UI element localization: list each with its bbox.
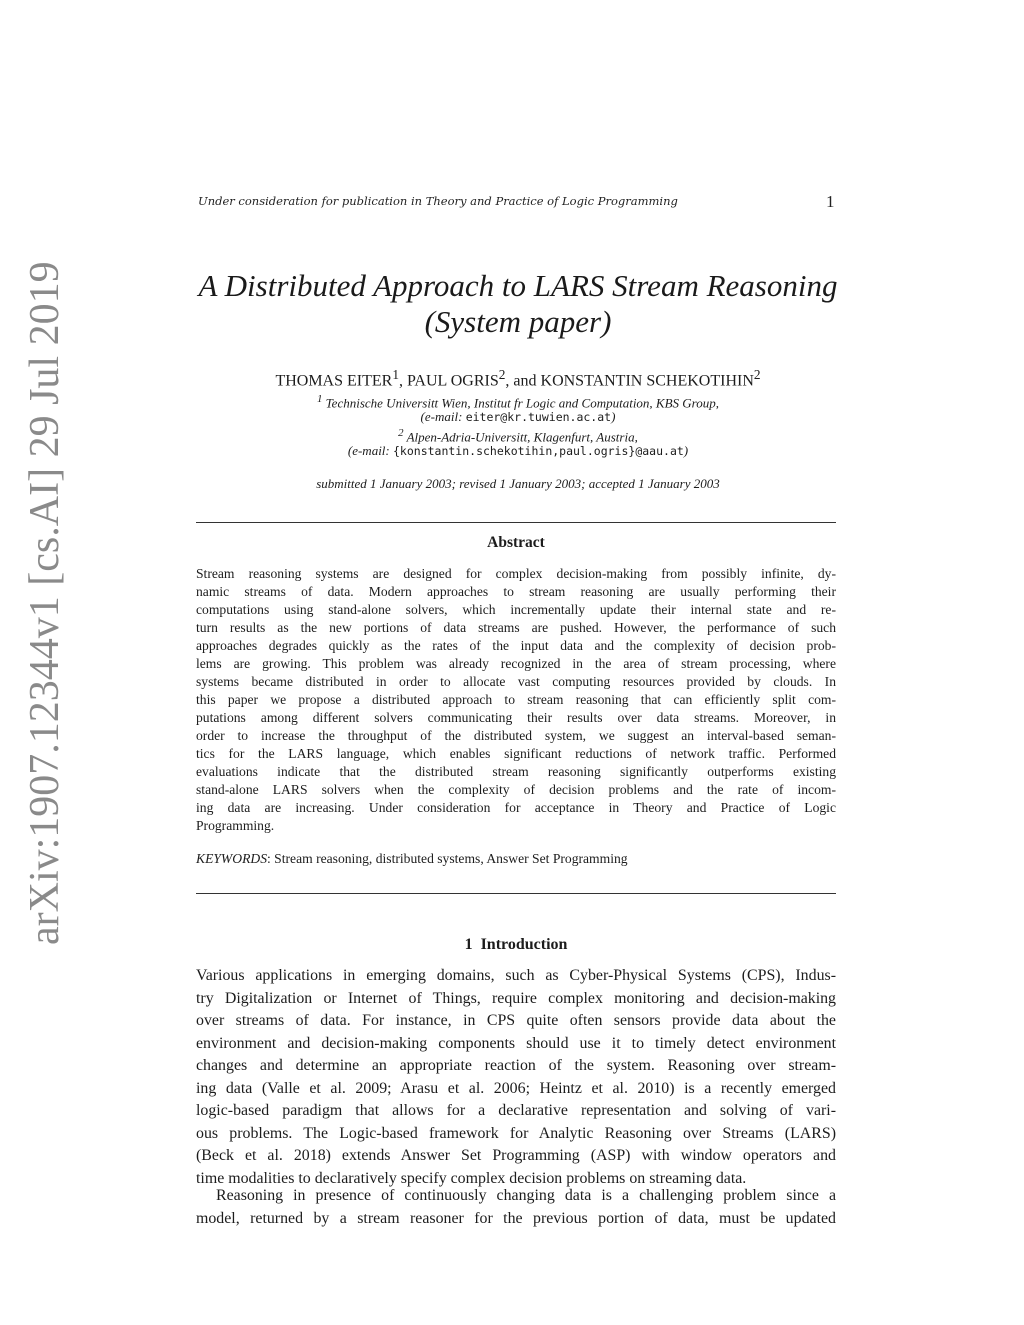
body-line: (Beck et al. 2018) extends Answer Set Programming (ASP) with window operators and (196, 1147, 836, 1164)
email-label: e-mail: (352, 443, 390, 458)
author-separator: , and (505, 372, 541, 390)
affiliation-mark: 1 (316, 393, 323, 405)
section-heading (196, 936, 836, 954)
author-separator: , (399, 372, 407, 390)
affiliation-text: Technische Universitt Wien, Institut fr Logic and Computation, KBS Group, (325, 395, 720, 411)
body-line: over streams of data. For instance, in CPS quite often sensors provide data about the (196, 1012, 836, 1029)
author-affiliation-mark: 2 (753, 367, 761, 382)
keywords (196, 851, 836, 867)
abstract-line: turn results as the new portions of data streams are pushed. However, the performance of such (196, 620, 836, 635)
keywords-label: KEYWORDS (196, 851, 267, 866)
author-name: KONSTANTIN SCHEKOTIHIN (540, 372, 754, 390)
section-title: Introduction (480, 936, 568, 953)
affiliation-text: Alpen-Adria-Universitt, Klagenfurt, Austria, (406, 429, 638, 445)
arxiv-identifier: arXiv:1907.12344v1 [cs.AI] 29 Jul 2019 (22, 261, 68, 945)
divider (196, 893, 836, 894)
affiliation-1-email: (e-mail: eiter@kr.tuwien.ac.at) (420, 409, 616, 424)
submission-dates: submitted 1 January 2003; revised 1 January 2003; accepted 1 January 2003 (316, 476, 720, 491)
abstract-line: putations among different solvers communicating their results over data streams. Moreover, in (196, 710, 836, 725)
abstract-line: lems are growing. This problem was already recognized in the area of stream processing, where (196, 656, 836, 671)
body-line: changes and determine an appropriate reaction of the system. Reasoning over stream- (196, 1057, 836, 1074)
email-address: eiter@kr.tuwien.ac.at (465, 410, 612, 424)
body-line: try Digitalization or Internet of Things, require complex monitoring and decision-making (196, 989, 836, 1007)
section-number: 1 (464, 936, 473, 953)
page-number: 1 (826, 192, 835, 211)
abstract-heading: Abstract (487, 534, 545, 551)
email-address: {konstantin.schekotihin,paul.ogris}@aau.at (393, 444, 684, 458)
author-name: THOMAS EITER (275, 372, 393, 390)
intro-paragraph-2 (196, 1185, 836, 1230)
body-line: environment and decision-making components should use it to timely detect environment (196, 1034, 836, 1052)
author-list (180, 367, 856, 390)
abstract-line: systems became distributed in order to allocate vast computing resources provided by clouds. In (196, 674, 836, 689)
abstract-line: tics for the LARS language, which enables significant reductions of network traffic. Performed (196, 746, 836, 761)
body-line: model, returned by a stream reasoner for the previous portion of data, must be updated (196, 1209, 836, 1227)
abstract-line: Programming. (196, 818, 275, 833)
keywords-text: : Stream reasoning, distributed systems, Answer Set Programming (267, 851, 628, 866)
email-label: e-mail: (424, 409, 463, 424)
abstract-line: evaluations indicate that the distributed stream reasoning significantly outperforms existing (196, 764, 836, 779)
affiliation-2-email: (e-mail: {konstantin.schekotihin,paul.ogris}@aau.at) (347, 443, 689, 458)
author-affiliation-mark: 2 (498, 367, 506, 382)
abstract-line: order to increase the throughput of the distributed system, we suggest an interval-based seman- (196, 728, 836, 743)
body-line: ing data (Valle et al. 2009; Arasu et al. 2006; Heintz et al. 2010) is a recently emerged (196, 1079, 836, 1097)
paper-title: A Distributed Approach to LARS Stream Reasoning (198, 268, 838, 303)
affiliation-mark: 2 (398, 427, 404, 439)
author-name: PAUL OGRIS (407, 372, 499, 390)
abstract-line: Stream reasoning systems are designed for complex decision-making from possibly infinite, dy- (196, 566, 836, 581)
divider (196, 522, 836, 523)
body-line: time modalities to declaratively specify complex decision problems on streaming data. (196, 1169, 747, 1187)
body-line: Various applications in emerging domains, such as Cyber-Physical Systems (CPS), Indus- (196, 967, 836, 984)
body-line: logic-based paradigm that allows for a declarative representation and solving of vari- (196, 1102, 836, 1119)
author-affiliation-mark: 1 (392, 367, 399, 382)
abstract-body (196, 565, 836, 835)
intro-paragraph-1 (196, 965, 836, 1190)
abstract-line: this paper we propose a distributed approach to stream reasoning that can efficiently split com- (196, 692, 836, 707)
abstract-line: ing data are increasing. Under consideration for acceptance in Theory and Practice of Logic (196, 800, 836, 815)
body-line: Reasoning in presence of continuously changing data is a challenging problem since a (216, 1187, 836, 1204)
abstract-line: approaches degrades quickly as the rates of the input data and the complexity of decision prob- (196, 638, 836, 653)
running-head: Under consideration for publication in Theory and Practice of Logic Programming (198, 194, 678, 208)
abstract-line: computations using stand-alone solvers, which incrementally update their internal state and re- (196, 602, 836, 617)
abstract-line: namic streams of data. Modern approaches to stream reasoning are usually performing their (196, 584, 836, 599)
body-line: ous problems. The Logic-based framework for Analytic Reasoning over Streams (LARS) (196, 1124, 836, 1142)
paper-subtitle: (System paper) (424, 304, 612, 339)
abstract-line: stand-alone LARS solvers when the complexity of decision problems and the rate of incom- (196, 782, 836, 797)
